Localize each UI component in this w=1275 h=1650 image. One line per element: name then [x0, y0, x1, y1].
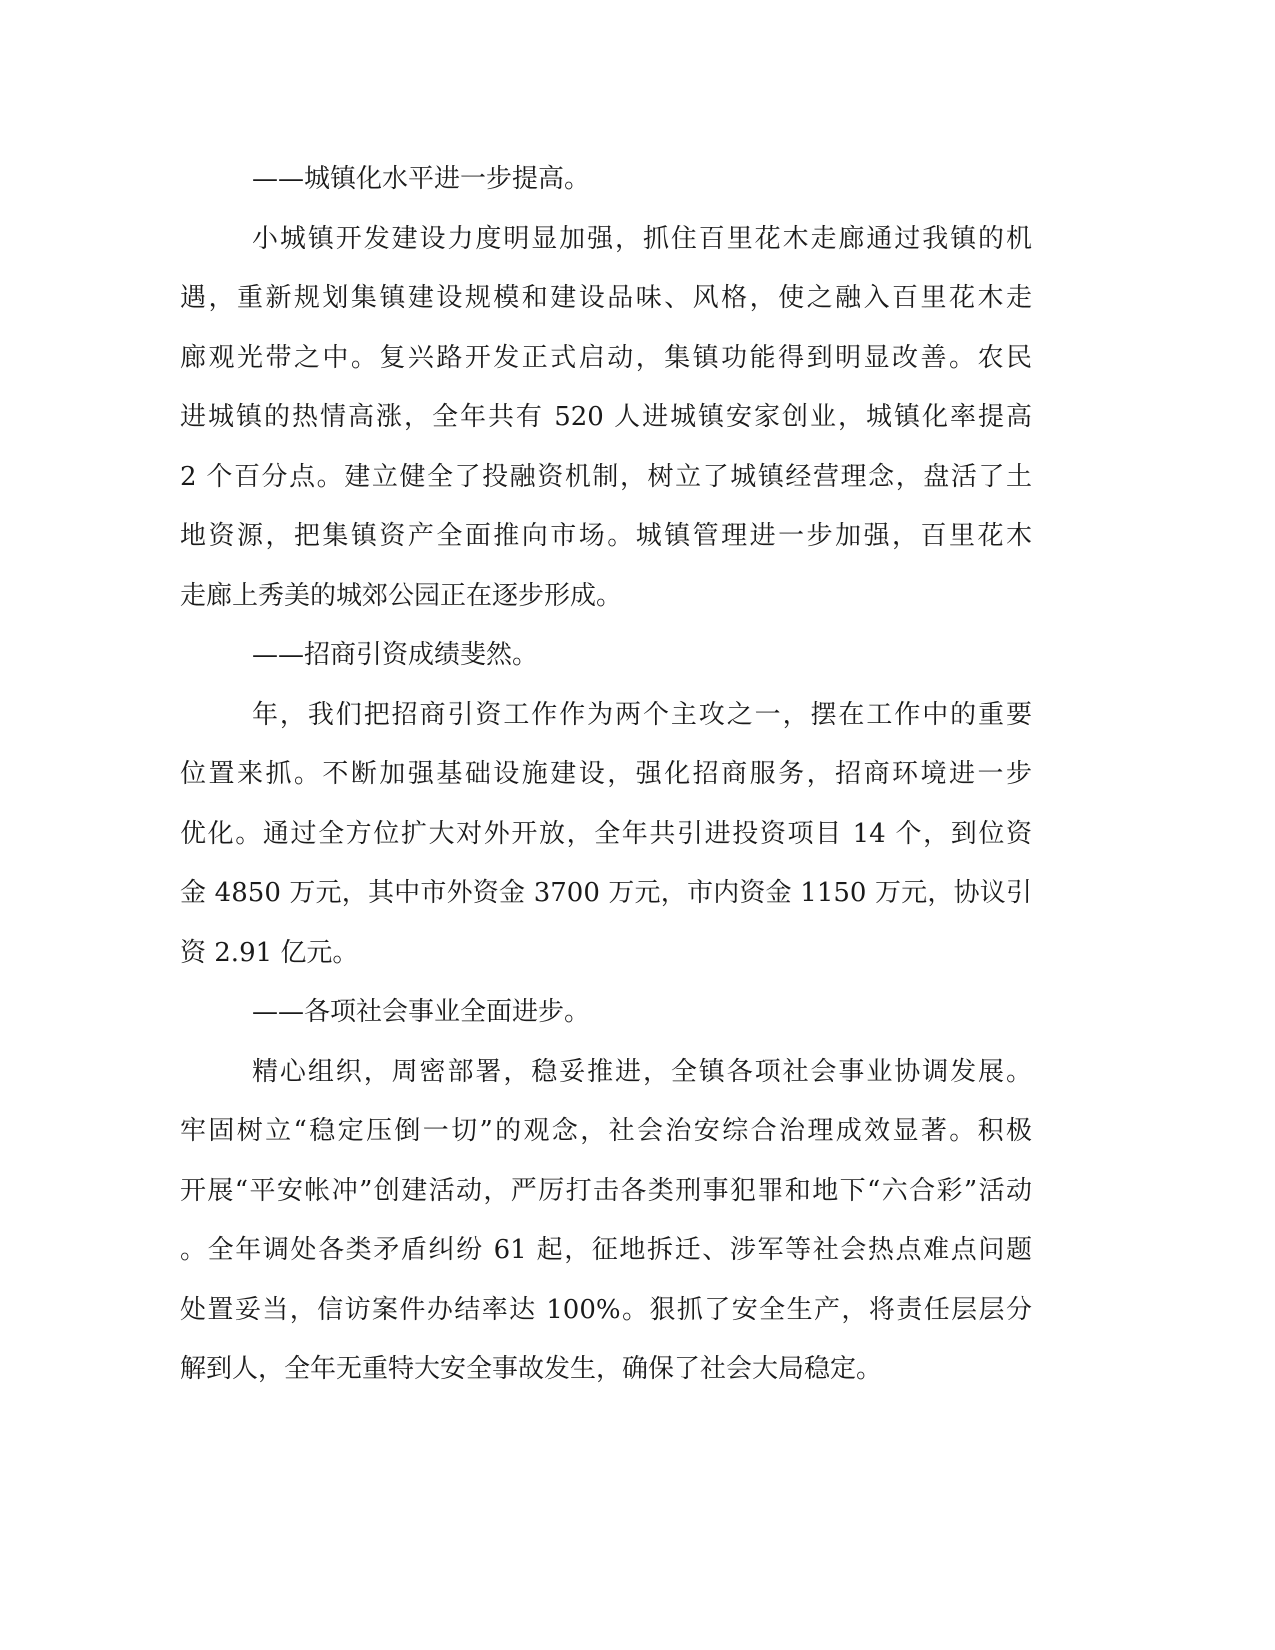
- paragraph-line: 解到人，全年无重特大安全事故发生，确保了社会大局稳定。: [180, 1354, 883, 1384]
- paragraph-line: 开展“平安帐冲”创建活动，严厉打击各类刑事犯罪和地下“六合彩”活动: [180, 1175, 1032, 1206]
- paragraph-line: 精心组织，周密部署，稳妥推进，全镇各项社会事业协调发展。: [252, 1056, 1032, 1087]
- section-heading: ——各项社会事业全面进步。: [252, 997, 591, 1027]
- paragraph-line: 金 4850 万元，其中市外资金 3700 万元，市内资金 1150 万元，协议引: [180, 878, 1032, 908]
- paragraph-line: 进城镇的热情高涨，全年共有 520 人进城镇安家创业，城镇化率提高: [180, 402, 1032, 432]
- document-page: [180, 150, 1032, 1400]
- paragraph-line: 2 个百分点。建立健全了投融资机制，树立了城镇经营理念，盘活了土: [180, 461, 1032, 492]
- paragraph-line: 遇，重新规划集镇建设规模和建设品味、风格，使之融入百里花木走: [180, 283, 1032, 313]
- section-heading: ——招商引资成绩斐然。: [252, 640, 539, 670]
- paragraph-line: 小城镇开发建设力度明显加强，抓住百里花木走廊通过我镇的机: [252, 223, 1032, 254]
- paragraph-line: 地资源，把集镇资产全面推向市场。城镇管理进一步加强，百里花木: [180, 521, 1032, 551]
- paragraph-line: 年，我们把招商引资工作作为两个主攻之一，摆在工作中的重要: [252, 699, 1032, 730]
- paragraph-line: 牢固树立“稳定压倒一切”的观念，社会治安综合治理成效显著。积极: [180, 1116, 1032, 1146]
- paragraph-line: 资 2.91 亿元。: [180, 937, 359, 968]
- section-heading: ——城镇化水平进一步提高。: [252, 164, 591, 194]
- paragraph-line: 优化。通过全方位扩大对外开放，全年共引进投资项目 14 个，到位资: [180, 818, 1032, 849]
- document-body: [180, 150, 1032, 1400]
- paragraph-line: 位置来抓。不断加强基础设施建设，强化招商服务，招商环境进一步: [180, 759, 1032, 789]
- paragraph-line: 廊观光带之中。复兴路开发正式启动，集镇功能得到明显改善。农民: [180, 342, 1032, 373]
- paragraph-line: 处置妥当，信访案件办结率达 100%。狠抓了安全生产，将责任层层分: [180, 1294, 1032, 1325]
- paragraph-line: 走廊上秀美的城郊公园正在逐步形成。: [180, 580, 623, 611]
- paragraph-line: 。全年调处各类矛盾纠纷 61 起，征地拆迁、涉军等社会热点难点问题: [180, 1235, 1032, 1265]
